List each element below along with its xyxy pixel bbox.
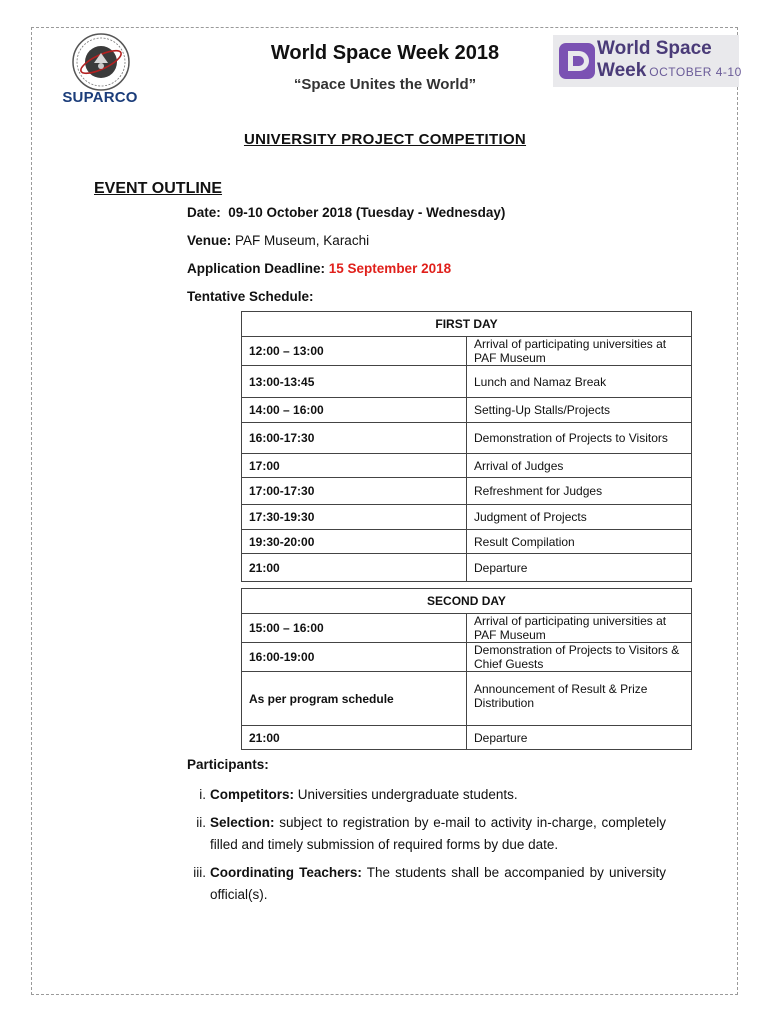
list-item-body: subject to registration by e-mail to activity in-charge, completely filled and timely submission of required forms by due date. (210, 814, 666, 852)
time-cell: 17:30-19:30 (242, 505, 467, 530)
table-row (242, 423, 692, 454)
list-item-body: Universities undergraduate students. (294, 787, 518, 802)
activity-cell: Lunch and Namaz Break (467, 366, 692, 398)
event-outline-heading: EVENT OUTLINE (94, 180, 223, 197)
second-day-heading: SECOND DAY (242, 589, 692, 614)
venue-label: Venue: (187, 233, 232, 248)
time-cell: 16:00-17:30 (242, 423, 467, 454)
suparco-logo (60, 33, 140, 111)
world-space-week-logo (553, 35, 742, 87)
activity-cell: Judgment of Projects (467, 505, 692, 530)
time-cell: 15:00 – 16:00 (242, 614, 467, 643)
first-day-heading: FIRST DAY (242, 312, 692, 337)
list-item-body: The students shall be accompanied by university official(s). (210, 864, 666, 902)
activity-cell: Departure (467, 726, 692, 750)
wsw-logo-dates: OCTOBER 4-10 (649, 65, 742, 79)
time-cell: 12:00 – 13:00 (242, 337, 467, 366)
list-item-number: iii. (193, 864, 206, 880)
table-row (242, 478, 692, 505)
table-row (242, 366, 692, 398)
wsw-logo-line1: World Space (597, 38, 712, 59)
time-cell: 14:00 – 16:00 (242, 398, 467, 423)
time-cell: 21:00 (242, 726, 467, 750)
first-day-table (241, 311, 692, 582)
schedule-label: Tentative Schedule: (187, 289, 314, 304)
time-cell: 21:00 (242, 554, 467, 582)
activity-cell: Setting-Up Stalls/Projects (467, 398, 692, 423)
venue-value: PAF Museum, Karachi (235, 233, 370, 248)
list-item (170, 862, 666, 907)
list-item-number: i. (199, 787, 206, 802)
list-item-text (210, 812, 666, 857)
activity-cell: Arrival of participating universities at PAF Museum (467, 337, 692, 366)
venue-line (187, 233, 369, 248)
deadline-label: Application Deadline: (187, 261, 326, 276)
list-item-text (210, 862, 666, 907)
suparco-seal-icon (72, 33, 130, 91)
activity-cell: Announcement of Result & Prize Distribution (467, 672, 692, 726)
activity-cell: Demonstration of Projects to Visitors & Chief Guests (467, 643, 692, 672)
suparco-label: SUPARCO (62, 89, 138, 106)
activity-cell: Refreshment for Judges (467, 478, 692, 505)
time-cell: 16:00-19:00 (242, 643, 467, 672)
time-cell: 13:00-13:45 (242, 366, 467, 398)
activity-cell: Departure (467, 554, 692, 582)
time-cell: As per program schedule (242, 672, 467, 726)
list-item-number: ii. (196, 814, 206, 830)
time-cell: 19:30-20:00 (242, 530, 467, 554)
page-title: World Space Week 2018 (270, 42, 500, 64)
table-row (242, 554, 692, 582)
table-row (242, 726, 692, 750)
table-row (242, 643, 692, 672)
activity-cell: Arrival of Judges (467, 454, 692, 478)
section-title: UNIVERSITY PROJECT COMPETITION (243, 131, 527, 148)
time-cell: 17:00-17:30 (242, 478, 467, 505)
list-item (170, 784, 666, 807)
deadline-value: 15 September 2018 (328, 261, 452, 276)
wsw-mark-icon (557, 41, 597, 81)
table-row (242, 454, 692, 478)
list-item (170, 812, 666, 857)
activity-cell: Arrival of participating universities at PAF Museum (467, 614, 692, 643)
second-day-table (241, 588, 692, 750)
date-label: Date: (187, 205, 221, 220)
date-line (187, 205, 505, 220)
list-item-label: Coordinating Teachers: (210, 864, 362, 880)
table-row (242, 337, 692, 366)
date-value: 09-10 October 2018 (Tuesday - Wednesday) (228, 205, 506, 220)
wsw-logo-line2 (597, 60, 742, 82)
schedule-line (187, 289, 314, 304)
list-item-label: Competitors: (210, 787, 294, 802)
participants-heading: Participants: (187, 757, 269, 772)
list-item-label: Selection: (210, 814, 275, 830)
deadline-line (187, 261, 451, 276)
table-row (242, 614, 692, 643)
wsw-logo-week: Week (597, 60, 647, 81)
participants-list (170, 784, 666, 912)
table-row (242, 672, 692, 726)
time-cell: 17:00 (242, 454, 467, 478)
activity-cell: Demonstration of Projects to Visitors (467, 423, 692, 454)
list-item-text (210, 784, 666, 807)
page-subtitle: “Space Unites the World” (293, 76, 477, 93)
table-row (242, 530, 692, 554)
activity-cell: Result Compilation (467, 530, 692, 554)
table-row (242, 398, 692, 423)
table-row (242, 505, 692, 530)
